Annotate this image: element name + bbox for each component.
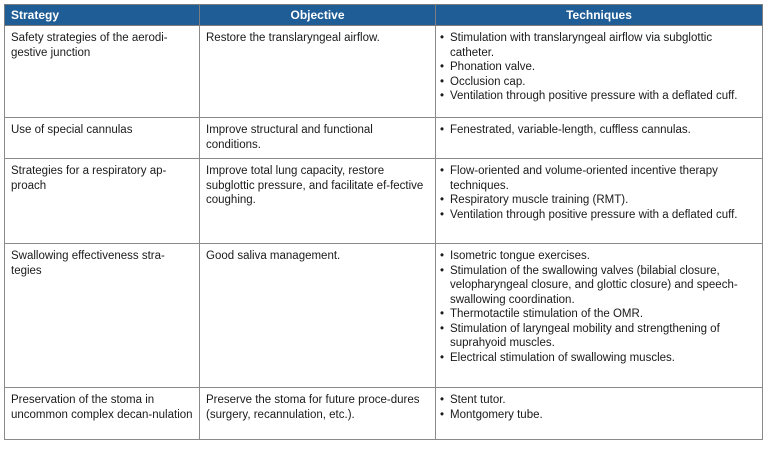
technique-item (440, 249, 756, 264)
table-row (5, 118, 763, 159)
strategy-cell: Preservation of the stoma in uncommon complex decan-nulation (5, 388, 200, 440)
techniques-cell (436, 118, 763, 159)
strategy-cell: Use of special cannulas (5, 118, 200, 159)
table-row (5, 159, 763, 244)
strategy-cell: Swallowing effectiveness stra-tegies (5, 244, 200, 388)
table-row (5, 244, 763, 388)
header-techniques: Techniques (436, 5, 763, 26)
technique-item (440, 89, 756, 104)
objective-cell: Improve total lung capacity, restore subglottic pressure, and facilitate ef-fective coughing. (200, 159, 436, 244)
bullet-icon: • (440, 250, 445, 262)
strategy-cell: Strategies for a respiratory ap-proach (5, 159, 200, 244)
technique-text: Stimulation of the swallowing valves (bilabial closure, velopharyngeal closure, and glottic closure) and speech-swallowing coordination. (450, 264, 738, 306)
technique-text: Electrical stimulation of swallowing muscles. (450, 351, 675, 364)
header-objective: Objective (200, 5, 436, 26)
technique-item (440, 75, 756, 90)
technique-item (440, 322, 756, 351)
bullet-icon: • (440, 308, 445, 320)
technique-item (440, 60, 756, 75)
technique-text: Ventilation through positive pressure with a deflated cuff. (450, 90, 738, 102)
bullet-icon: • (440, 75, 445, 88)
techniques-cell (436, 388, 763, 440)
objective-cell: Improve structural and functional conditions. (200, 118, 436, 159)
bullet-icon: • (440, 61, 445, 73)
bullet-icon: • (440, 124, 445, 136)
bullet-icon: • (440, 322, 445, 335)
bullet-icon: • (440, 351, 445, 364)
technique-item (440, 307, 756, 322)
technique-item (440, 393, 756, 408)
technique-item (440, 208, 756, 223)
table-header-row (5, 5, 763, 26)
technique-text: Phonation valve. (450, 61, 536, 73)
technique-text: Stent tutor. (450, 394, 506, 406)
table-row (5, 388, 763, 440)
technique-item (440, 408, 756, 423)
technique-text: Stimulation with translaryngeal airflow via subglottic catheter. (450, 32, 713, 59)
technique-item (440, 264, 756, 308)
technique-text: Stimulation of laryngeal mobility and strengthening of suprahyoid muscles. (450, 322, 720, 349)
technique-text: Occlusion cap. (450, 75, 526, 88)
technique-text: Flow-oriented and volume-oriented incentive therapy techniques. (450, 165, 718, 192)
strategy-cell: Safety strategies of the aerodi-gestive junction (5, 26, 200, 118)
objective-cell: Restore the translaryngeal airflow. (200, 26, 436, 118)
technique-text: Montgomery tube. (450, 408, 543, 421)
technique-item (440, 193, 756, 208)
objective-cell: Preserve the stoma for future proce-dures (surgery, recannulation, etc.). (200, 388, 436, 440)
bullet-icon: • (440, 32, 445, 44)
bullet-icon: • (440, 408, 445, 421)
header-strategy: Strategy (5, 5, 200, 26)
technique-text: Thermotactile stimulation of the OMR. (450, 308, 644, 320)
techniques-cell (436, 159, 763, 244)
technique-item (440, 351, 756, 366)
techniques-cell (436, 26, 763, 118)
bullet-icon: • (440, 165, 445, 177)
bullet-icon: • (440, 264, 445, 277)
technique-item (440, 31, 756, 60)
strategies-table (4, 4, 763, 440)
objective-cell: Good saliva management. (200, 244, 436, 388)
technique-item (440, 123, 756, 138)
technique-text: Isometric tongue exercises. (450, 250, 590, 262)
table-row (5, 26, 763, 118)
technique-text: Ventilation through positive pressure with a deflated cuff. (450, 208, 738, 221)
technique-text: Fenestrated, variable-length, cuffless cannulas. (450, 124, 691, 136)
technique-item (440, 164, 756, 193)
bullet-icon: • (440, 90, 445, 102)
technique-text: Respiratory muscle training (RMT). (450, 194, 629, 206)
techniques-cell (436, 244, 763, 388)
bullet-icon: • (440, 394, 445, 406)
bullet-icon: • (440, 208, 445, 221)
bullet-icon: • (440, 194, 445, 206)
strategies-table-container (4, 4, 762, 440)
